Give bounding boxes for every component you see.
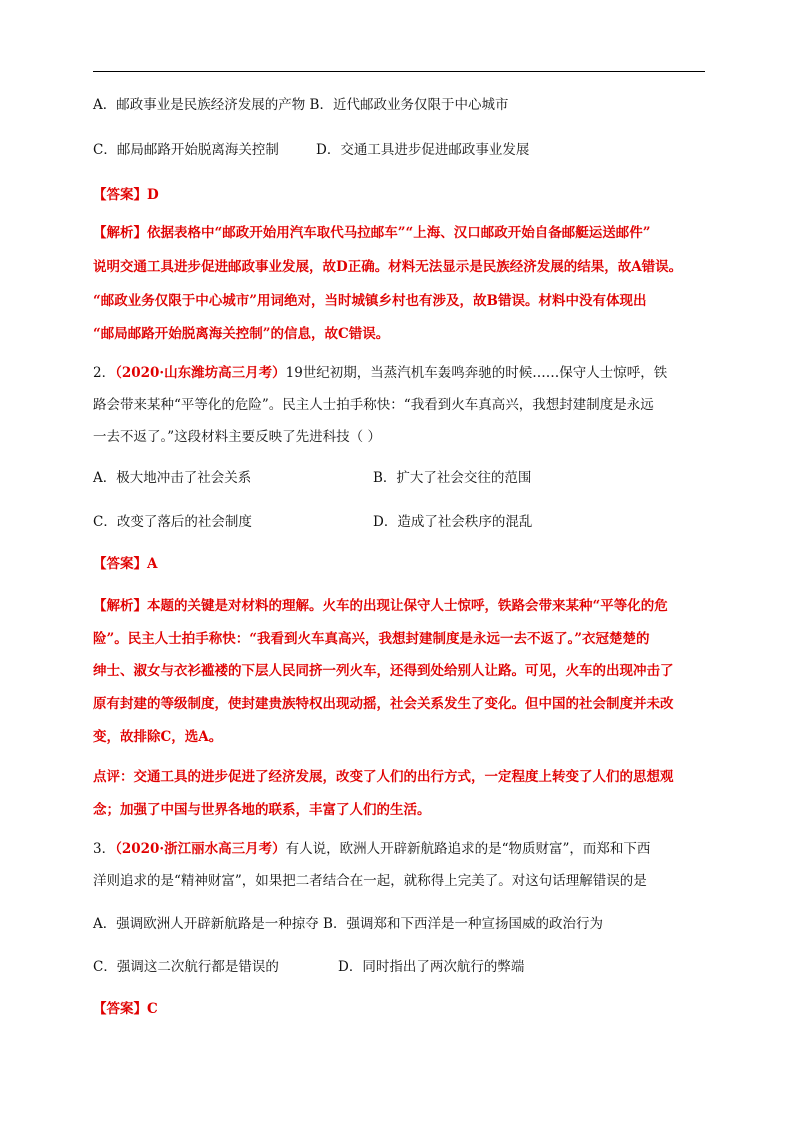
q3-source: （2020·浙江丽水高三月考） <box>115 841 286 857</box>
q2-stem-line: 路会带来某种“平等化的危险”。民主人士拍手称快：“我看到火车真高兴，我想封建制度是永远 <box>93 397 654 413</box>
q2-analysis-line: 原有封建的等级制度，使封建贵族特权出现动摇，社会关系发生了变化。但中国的社会制度并未改 <box>93 696 674 712</box>
q2-comment-line: 念；加强了中国与世界各地的联系，丰富了人们的生活。 <box>93 802 431 818</box>
q2-analysis-line: 【解析】本题的关键是对材料的理解。火车的出现让保守人士惊呼，铁路会带来某种“平等化的危 <box>93 598 668 614</box>
q2-analysis-line: 绅士、淑女与衣衫褴褛的下层人民同挤一列火车，还得到处给别人让路。可见，火车的出现冲击了 <box>93 663 674 679</box>
q2-option-a: A．极大地冲击了社会关系 <box>93 470 252 486</box>
q2-stem-text: 19世纪初期，当蒸汽机车轰鸣奔驰的时候……保守人士惊呼，铁 <box>285 365 668 381</box>
q1-option-c: C．邮局邮路开始脱离海关控制 <box>93 142 279 158</box>
q3-stem-line: 洋则追求的是“精神财富”，如果把二者结合在一起，就称得上完美了。对这句话理解错误的是 <box>93 873 647 889</box>
q2-analysis-line: 变，故排除C，选A。 <box>93 729 223 745</box>
q3-option-ab: A．强调欧洲人开辟新航路是一种掠夺 B．强调郑和下西洋是一种宣扬国威的政治行为 <box>93 916 603 932</box>
q2-answer: 【答案】A <box>93 556 158 572</box>
q2-analysis-line: 险”。民主人士拍手称快：“我看到火车真高兴，我想封建制度是永远一去不返了。”衣冠楚楚的 <box>93 631 650 647</box>
q1-option-ab: A．邮政事业是民族经济发展的产物 B．近代邮政业务仅限于中心城市 <box>93 97 509 113</box>
q2-option-b: B．扩大了社会交往的范围 <box>373 470 532 486</box>
q1-analysis-line: 说明交通工具进步促进邮政事业发展，故D正确。材料无法显示是民族经济发展的结果，故A错误。 <box>93 259 683 275</box>
q2-option-d: D．造成了社会秩序的混乱 <box>373 514 533 530</box>
q3-stem-text: 有人说，欧洲人开辟新航路追求的是“物质财富”，而郑和下西 <box>285 841 651 857</box>
q3-stem-line <box>93 840 650 858</box>
q1-analysis-line: “邮政业务仅限于中心城市”用词绝对，当时城镇乡村也有涉及，故B错误。材料中没有体现出 <box>93 293 647 309</box>
q3-option-d: D．同时指出了两次航行的弊端 <box>338 959 525 975</box>
q1-analysis-line: 【解析】依据表格中“邮政开始用汽车取代马拉邮车”“上海、汉口邮政开始自备邮艇运送邮件” <box>93 225 651 241</box>
q3-option-c: C．强调这二次航行都是错误的 <box>93 959 279 975</box>
q2-number: 2． <box>93 365 116 381</box>
q2-stem-line: 一去不返了。”这段材料主要反映了先进科技（ ） <box>93 429 381 445</box>
q2-comment-line: 点评：交通工具的进步促进了经济发展，改变了人们的出行方式，一定程度上转变了人们的思想观 <box>93 769 674 785</box>
q2-option-c: C．改变了落后的社会制度 <box>93 514 252 530</box>
q3-number: 3． <box>93 841 116 857</box>
q2-stem-line <box>93 364 667 382</box>
header-rule <box>93 71 705 72</box>
q1-option-d: D．交通工具进步促进邮政事业发展 <box>316 142 530 158</box>
q2-source: （2020·山东潍坊高三月考） <box>115 365 286 381</box>
q1-answer: 【答案】D <box>93 187 159 203</box>
q1-analysis-line: “邮局邮路开始脱离海关控制”的信息，故C错误。 <box>93 326 390 342</box>
q3-answer: 【答案】C <box>93 1001 158 1017</box>
